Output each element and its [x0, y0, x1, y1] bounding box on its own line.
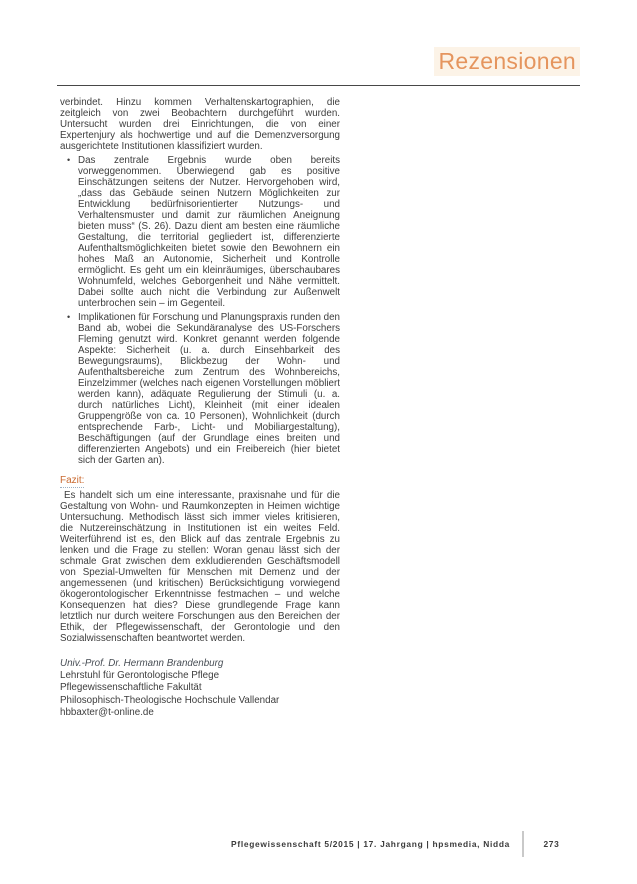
article-column: [60, 97, 340, 719]
page-title: Rezensionen: [434, 47, 580, 76]
bullet-icon: •: [67, 155, 71, 165]
list-item: [67, 312, 340, 466]
bullet-list: [60, 155, 340, 466]
journal-info: Pflegewissenschaft 5/2015 | 17. Jahrgang | hpsmedia, Nidda: [231, 839, 510, 849]
list-item-text: Das zentrale Ergebnis wurde oben bereits vorweggenommen. Überwiegend gab es positive Einschätzungen seitens der Nutzer. Hervorgehoben wird, „dass das Gebäude seinen Nutzern Möglichkeiten zur Entwicklung bedürfnisorientierter Nutzungs- und Verhaltensmuster und damit zur räumlichen Aneignung bieten muss“ (S. 26). Dazu dient am besten eine räumliche Gestaltung, die territorial gegliedert ist, differenzierte Aufenthaltsmöglichkeiten bietet sowie den Bewohnern ein hohes Maß an Autonomie, Sicherheit und Kontrolle ermöglicht. Es geht um ein kleinräumiges, überschaubares Wohnumfeld, welches Geborgenheit und Nähe vermittelt. Dabei sollte auch nicht die Verbindung zur Außenwelt unterbrochen sein – im Gegenteil.: [78, 155, 340, 309]
page-footer: [0, 829, 637, 859]
list-item-text: Implikationen für Forschung und Planungspraxis runden den Band ab, wobei die Sekundäranalyse des US-Forschers Fleming genutzt wird. Konkret genannt werden folgende Aspekte: Sicherheit (u. a. durch Einsehbarkeit des Bewegungsraums), Blickbezug der Wohn- und Aufenthaltsbereiche zum Zentrum des Wohnbereichs, Einzelzimmer (welches nach eigenen Vorstellungen möbliert werden kann), adäquate Regulierung der Stimuli (u. a. durch natürliches Licht), Kleinheit (mit einer idealen Gruppengröße von ca. 10 Personen), Wohnlichkeit (durch entsprechende Farb-, Licht- und Mobiliargestaltung), Beschäftigungen (auf der Grundlage eines breiten und differenzierten Angebots) und ein Freibereich (hier bietet sich der Garten an).: [78, 312, 340, 466]
fazit-heading: [60, 475, 340, 487]
author-affiliation-line: Philosophisch-Theologische Hochschule Vallendar: [60, 694, 280, 706]
author-email: hbbaxter@t-online.de: [60, 706, 154, 718]
author-affiliation-line: Pflegewissenschaftliche Fakultät: [60, 682, 202, 694]
author-block: [60, 658, 340, 719]
page-number: 273: [543, 839, 560, 849]
header-divider: [57, 85, 580, 86]
author-name: Univ.-Prof. Dr. Hermann Brandenburg: [60, 658, 224, 669]
fazit-paragraph: Es handelt sich um eine interessante, praxisnahe und für die Gestaltung von Wohn- und Raumkonzepten in Heimen wichtige Untersuchung. Methodisch lässt sich immer vieles kritisieren, die Nutzereinschätzung in Institutionen ist ein weites Feld. Weiterführend ist es, den Blick auf das zentrale Ergebnis zu lenken und die Frage zu stellen: Woran genau lässt sich der schmale Grat zwischen dem exkludierenden Geschäftsmodell von Spezial-Umwelten für Menschen mit Demenz und der angemessenen (und kritischen) Berücksichtigung vorwiegend ökogerontologischer Erkenntnisse festmachen – und welche Konsequenzen hat dies? Diese grundlegende Frage kann letztlich nur durch weitere Forschungen aus den Bereichen der Ethik, der Pflegewissenschaft, der Gerontologie und den Sozialwissenschaften beantwortet werden.: [60, 490, 340, 644]
intro-paragraph: verbindet. Hinzu kommen Verhaltenskartographien, die zeitgleich von zwei Beobachtern durchgeführt wurden. Untersucht wurden drei Einrichtungen, die von einer Expertenjury als hochwertige und auf die Demenzversorgung ausgerichtete Institutionen klassifiziert wurden.: [60, 97, 340, 152]
list-item: [67, 155, 340, 309]
author-affiliation-line: Lehrstuhl für Gerontologische Pflege: [60, 670, 220, 682]
fazit-heading-text: Fazit:: [60, 475, 85, 486]
bullet-icon: •: [67, 312, 71, 322]
